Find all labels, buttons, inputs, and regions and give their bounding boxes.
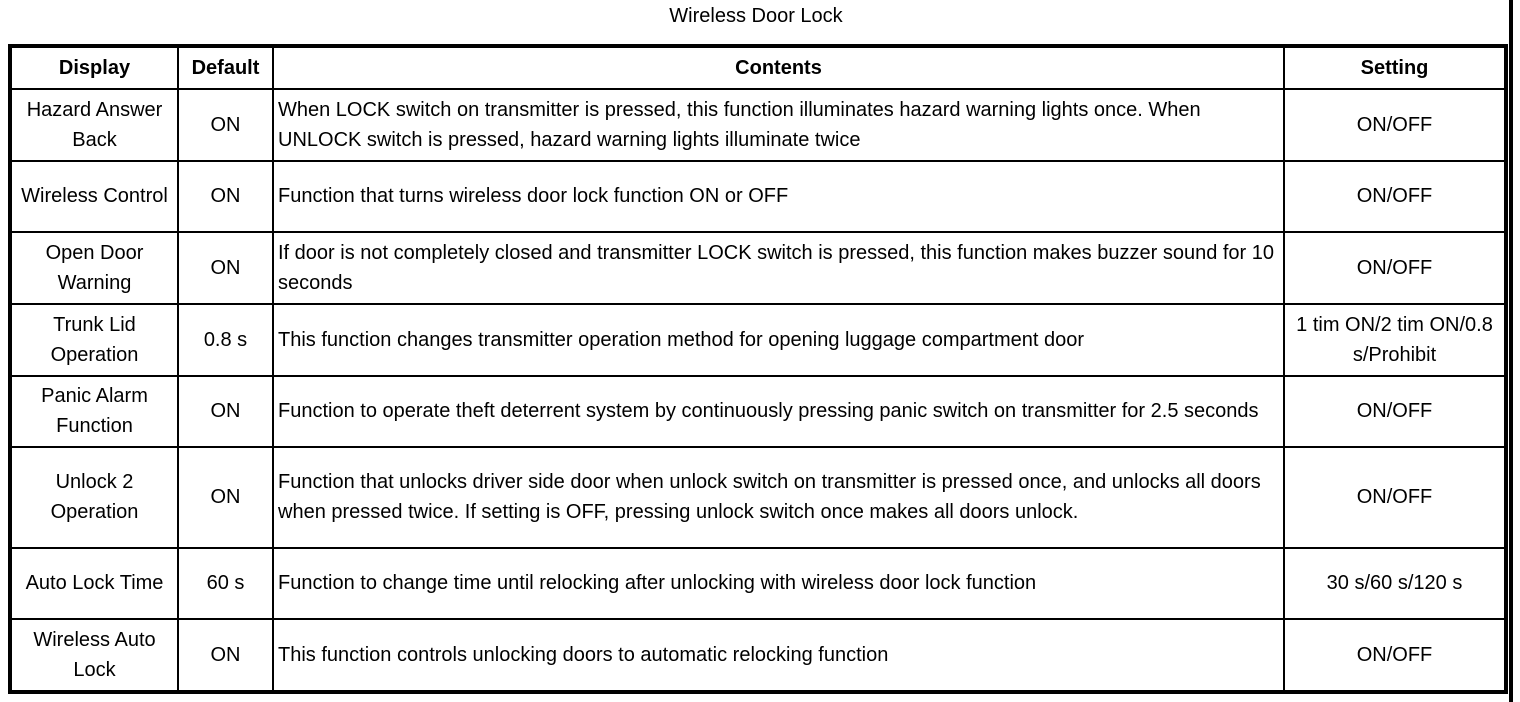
cell-setting: ON/OFF — [1284, 619, 1506, 692]
cell-default: ON — [178, 89, 273, 161]
cell-default: ON — [178, 232, 273, 304]
cell-setting: 1 tim ON/2 tim ON/0.8 s/Prohibit — [1284, 304, 1506, 376]
cell-display: Open Door Warning — [10, 232, 178, 304]
cell-setting: ON/OFF — [1284, 161, 1506, 233]
cell-setting: ON/OFF — [1284, 447, 1506, 547]
header-contents: Contents — [273, 46, 1284, 89]
cell-contents: Function that turns wireless door lock function ON or OFF — [273, 161, 1284, 233]
cell-display: Hazard Answer Back — [10, 89, 178, 161]
table-row — [10, 89, 1506, 161]
table-row — [10, 232, 1506, 304]
cell-setting: ON/OFF — [1284, 232, 1506, 304]
wireless-door-lock-table — [8, 44, 1508, 694]
cell-display: Wireless Auto Lock — [10, 619, 178, 692]
cell-display: Auto Lock Time — [10, 548, 178, 620]
page-title: Wireless Door Lock — [669, 5, 843, 27]
page-edge-rule — [1509, 0, 1513, 702]
cell-default: ON — [178, 619, 273, 692]
cell-default: ON — [178, 447, 273, 547]
cell-contents: This function changes transmitter operation method for opening luggage compartment door — [273, 304, 1284, 376]
cell-contents: If door is not completely closed and transmitter LOCK switch is pressed, this function makes buzzer sound for 10 seconds — [273, 232, 1284, 304]
table-row — [10, 376, 1506, 448]
cell-contents: This function controls unlocking doors to automatic relocking function — [273, 619, 1284, 692]
cell-setting: ON/OFF — [1284, 89, 1506, 161]
cell-display: Unlock 2 Operation — [10, 447, 178, 547]
header-setting: Setting — [1284, 46, 1506, 89]
table-row — [10, 447, 1506, 547]
cell-contents: When LOCK switch on transmitter is pressed, this function illuminates hazard warning lights once. When UNLOCK switch is pressed, hazard warning lights illuminate twice — [273, 89, 1284, 161]
cell-setting: ON/OFF — [1284, 376, 1506, 448]
table-row — [10, 548, 1506, 620]
cell-default: ON — [178, 161, 273, 233]
cell-contents: Function that unlocks driver side door when unlock switch on transmitter is pressed once, and unlocks all doors when pressed twice. If setting is OFF, pressing unlock switch once makes all doors unlock. — [273, 447, 1284, 547]
table-row — [10, 304, 1506, 376]
table-row — [10, 619, 1506, 692]
cell-contents: Function to change time until relocking after unlocking with wireless door lock function — [273, 548, 1284, 620]
cell-setting: 30 s/60 s/120 s — [1284, 548, 1506, 620]
cell-display: Wireless Control — [10, 161, 178, 233]
cell-contents: Function to operate theft deterrent system by continuously pressing panic switch on transmitter for 2.5 seconds — [273, 376, 1284, 448]
table-header-row — [10, 46, 1506, 89]
cell-display: Panic Alarm Function — [10, 376, 178, 448]
header-display: Display — [10, 46, 178, 89]
cell-default: ON — [178, 376, 273, 448]
cell-default: 60 s — [178, 548, 273, 620]
cell-display: Trunk Lid Operation — [10, 304, 178, 376]
cell-default: 0.8 s — [178, 304, 273, 376]
header-default: Default — [178, 46, 273, 89]
table-row — [10, 161, 1506, 233]
